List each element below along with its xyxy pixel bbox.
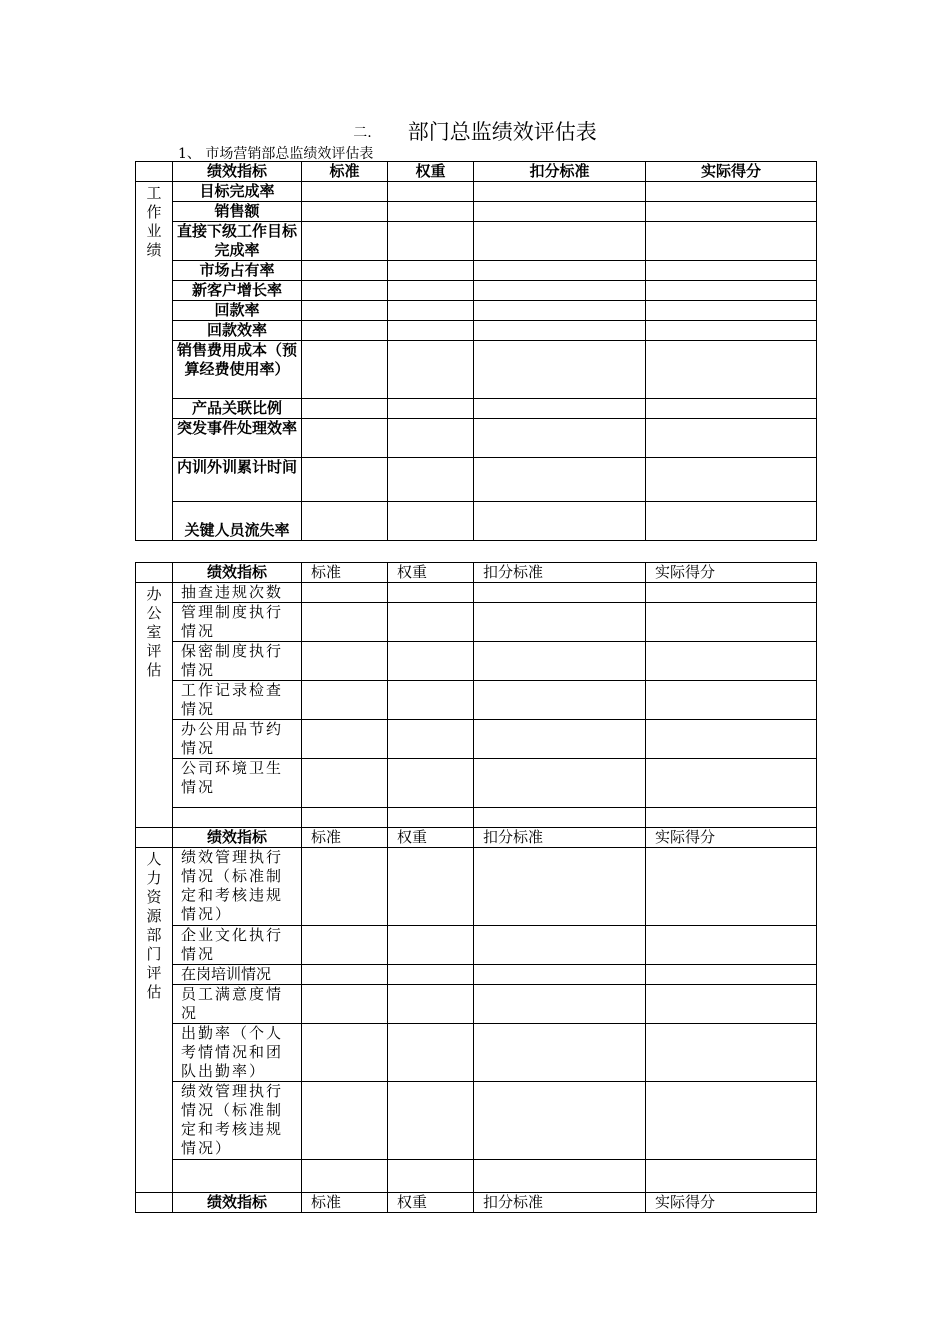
deduction-cell[interactable] <box>474 502 646 541</box>
standard-cell[interactable] <box>302 848 388 926</box>
weight-cell[interactable] <box>388 848 474 926</box>
deduction-cell[interactable] <box>474 848 646 926</box>
header-weight: 权重 <box>388 828 474 848</box>
weight-cell[interactable] <box>388 502 474 541</box>
standard-cell[interactable] <box>302 502 388 541</box>
table-row <box>136 301 817 321</box>
deduction-cell[interactable] <box>474 301 646 321</box>
score-cell[interactable] <box>646 848 817 926</box>
score-cell[interactable] <box>646 458 817 502</box>
header-standard: 标准 <box>302 563 388 583</box>
standard-cell[interactable] <box>302 583 388 603</box>
score-cell[interactable] <box>646 399 817 419</box>
deduction-cell[interactable] <box>474 182 646 202</box>
table-row <box>136 1082 817 1160</box>
header-indicator: 绩效指标 <box>173 1193 302 1213</box>
table-row <box>136 759 817 808</box>
header-weight: 权重 <box>388 563 474 583</box>
indicator-cell: 在岗培训情况 <box>173 965 302 985</box>
standard-cell[interactable] <box>302 399 388 419</box>
standard-cell[interactable] <box>302 341 388 399</box>
standard-cell[interactable] <box>302 202 388 222</box>
category-hr-evaluation: 人 力 资 源 部 门 评 估 <box>136 848 173 1193</box>
deduction-cell[interactable] <box>474 399 646 419</box>
deduction-cell[interactable] <box>474 720 646 759</box>
table-row <box>136 222 817 261</box>
header-weight: 权重 <box>388 1193 474 1213</box>
standard-cell[interactable] <box>302 1024 388 1082</box>
indicator-cell: 企业文化执行情况 <box>173 926 302 965</box>
deduction-cell[interactable] <box>474 458 646 502</box>
table-row <box>136 1160 817 1193</box>
indicator-cell: 出勤率（个人考情情况和团队出勤率） <box>173 1024 302 1082</box>
weight-cell[interactable] <box>388 399 474 419</box>
standard-cell[interactable] <box>302 603 388 642</box>
score-cell[interactable] <box>646 720 817 759</box>
standard-cell[interactable] <box>302 281 388 301</box>
score-cell[interactable] <box>646 301 817 321</box>
weight-cell[interactable] <box>388 681 474 720</box>
indicator-cell: 产品关联比例 <box>173 399 302 419</box>
score-cell[interactable] <box>646 222 817 261</box>
standard-cell[interactable] <box>302 1082 388 1160</box>
indicator-cell: 销售额 <box>173 202 302 222</box>
score-cell[interactable] <box>646 965 817 985</box>
blank-cell <box>136 563 173 583</box>
standard-cell[interactable] <box>302 926 388 965</box>
weight-cell[interactable] <box>388 759 474 808</box>
weight-cell[interactable] <box>388 182 474 202</box>
score-cell[interactable] <box>646 1024 817 1082</box>
table-row <box>136 182 817 202</box>
indicator-cell: 内训外训累计时间 <box>173 458 302 502</box>
score-cell[interactable] <box>646 1160 817 1193</box>
weight-cell[interactable] <box>388 965 474 985</box>
score-cell[interactable] <box>646 926 817 965</box>
indicator-cell <box>173 808 302 828</box>
table-other-departments <box>135 562 817 1213</box>
deduction-cell[interactable] <box>474 603 646 642</box>
blank-cell <box>136 828 173 848</box>
score-cell[interactable] <box>646 808 817 828</box>
table-row <box>136 808 817 828</box>
table-header-row <box>136 563 817 583</box>
standard-cell[interactable] <box>302 261 388 281</box>
deduction-cell[interactable] <box>474 202 646 222</box>
weight-cell[interactable] <box>388 1160 474 1193</box>
indicator-cell: 抽查违规次数 <box>173 583 302 603</box>
deduction-cell[interactable] <box>474 1024 646 1082</box>
score-cell[interactable] <box>646 583 817 603</box>
deduction-cell[interactable] <box>474 985 646 1024</box>
deduction-cell[interactable] <box>474 281 646 301</box>
indicator-cell: 绩效管理执行情况（标准制定和考核违规情况） <box>173 1082 302 1160</box>
score-cell[interactable] <box>646 681 817 720</box>
standard-cell[interactable] <box>302 720 388 759</box>
indicator-cell: 管理制度执行情况 <box>173 603 302 642</box>
deduction-cell[interactable] <box>474 1082 646 1160</box>
score-cell[interactable] <box>646 261 817 281</box>
weight-cell[interactable] <box>388 985 474 1024</box>
title-text: 部门总监绩效评估表 <box>407 120 597 144</box>
score-cell[interactable] <box>646 321 817 341</box>
deduction-cell[interactable] <box>474 759 646 808</box>
weight-cell[interactable] <box>388 583 474 603</box>
weight-cell[interactable] <box>388 281 474 301</box>
indicator-cell: 目标完成率 <box>173 182 302 202</box>
standard-cell[interactable] <box>302 642 388 681</box>
header-standard: 标准 <box>302 162 388 182</box>
standard-cell[interactable] <box>302 985 388 1024</box>
header-score: 实际得分 <box>646 1193 817 1213</box>
indicator-cell: 公司环境卫生情况 <box>173 759 302 808</box>
header-weight: 权重 <box>388 162 474 182</box>
deduction-cell[interactable] <box>474 642 646 681</box>
header-deduction: 扣分标准 <box>474 162 646 182</box>
standard-cell[interactable] <box>302 182 388 202</box>
weight-cell[interactable] <box>388 926 474 965</box>
deduction-cell[interactable] <box>474 808 646 828</box>
header-indicator: 绩效指标 <box>173 828 302 848</box>
category-office-evaluation: 办 公 室 评 估 <box>136 583 173 828</box>
weight-cell[interactable] <box>388 222 474 261</box>
table-header-row <box>136 1193 817 1213</box>
header-deduction: 扣分标准 <box>474 828 646 848</box>
table-row <box>136 419 817 458</box>
weight-cell[interactable] <box>388 603 474 642</box>
weight-cell[interactable] <box>388 419 474 458</box>
indicator-cell: 直接下级工作目标完成率 <box>173 222 302 261</box>
standard-cell[interactable] <box>302 458 388 502</box>
subtitle: 1、 市场营销部总监绩效评估表 <box>178 146 374 162</box>
standard-cell[interactable] <box>302 965 388 985</box>
deduction-cell[interactable] <box>474 926 646 965</box>
deduction-cell[interactable] <box>474 419 646 458</box>
header-standard: 标准 <box>302 1193 388 1213</box>
indicator-cell: 销售费用成本（预算经费使用率） <box>173 341 302 399</box>
indicator-cell: 新客户增长率 <box>173 281 302 301</box>
table-row <box>136 341 817 399</box>
weight-cell[interactable] <box>388 261 474 281</box>
header-score: 实际得分 <box>646 162 817 182</box>
table-header-row <box>136 162 817 182</box>
table-row <box>136 1024 817 1082</box>
header-standard: 标准 <box>302 828 388 848</box>
deduction-cell[interactable] <box>474 965 646 985</box>
table-row <box>136 681 817 720</box>
standard-cell[interactable] <box>302 1160 388 1193</box>
deduction-cell[interactable] <box>474 222 646 261</box>
indicator-cell: 保密制度执行情况 <box>173 642 302 681</box>
header-score: 实际得分 <box>646 828 817 848</box>
score-cell[interactable] <box>646 603 817 642</box>
header-deduction: 扣分标准 <box>474 563 646 583</box>
indicator-cell: 突发事件处理效率 <box>173 419 302 458</box>
table-row <box>136 603 817 642</box>
standard-cell[interactable] <box>302 301 388 321</box>
header-score: 实际得分 <box>646 563 817 583</box>
score-cell[interactable] <box>646 182 817 202</box>
page-title <box>0 116 950 146</box>
score-cell[interactable] <box>646 759 817 808</box>
table-row <box>136 848 817 926</box>
indicator-cell: 回款率 <box>173 301 302 321</box>
standard-cell[interactable] <box>302 419 388 458</box>
blank-cell <box>136 162 173 182</box>
deduction-cell[interactable] <box>474 261 646 281</box>
score-cell[interactable] <box>646 642 817 681</box>
indicator-cell: 市场占有率 <box>173 261 302 281</box>
score-cell[interactable] <box>646 341 817 399</box>
header-deduction: 扣分标准 <box>474 1193 646 1213</box>
score-cell[interactable] <box>646 985 817 1024</box>
table-row <box>136 926 817 965</box>
header-indicator: 绩效指标 <box>173 162 302 182</box>
standard-cell[interactable] <box>302 681 388 720</box>
score-cell[interactable] <box>646 1082 817 1160</box>
deduction-cell[interactable] <box>474 681 646 720</box>
standard-cell[interactable] <box>302 808 388 828</box>
deduction-cell[interactable] <box>474 321 646 341</box>
table-row <box>136 281 817 301</box>
weight-cell[interactable] <box>388 458 474 502</box>
weight-cell[interactable] <box>388 341 474 399</box>
deduction-cell[interactable] <box>474 583 646 603</box>
blank-cell <box>136 1193 173 1213</box>
standard-cell[interactable] <box>302 222 388 261</box>
indicator-cell: 关键人员流失率 <box>173 502 302 541</box>
weight-cell[interactable] <box>388 1024 474 1082</box>
standard-cell[interactable] <box>302 759 388 808</box>
deduction-cell[interactable] <box>474 341 646 399</box>
indicator-cell: 办公用品节约情况 <box>173 720 302 759</box>
weight-cell[interactable] <box>388 301 474 321</box>
score-cell[interactable] <box>646 419 817 458</box>
table-row <box>136 261 817 281</box>
weight-cell[interactable] <box>388 642 474 681</box>
table-row <box>136 502 817 541</box>
weight-cell[interactable] <box>388 720 474 759</box>
table-marketing <box>135 161 817 541</box>
title-number: 二. <box>353 125 372 141</box>
table-header-row <box>136 828 817 848</box>
indicator-cell: 回款效率 <box>173 321 302 341</box>
deduction-cell[interactable] <box>474 1160 646 1193</box>
table-row <box>136 399 817 419</box>
indicator-cell: 员工满意度情况 <box>173 985 302 1024</box>
category-work-performance: 工 作 业 绩 <box>136 182 173 541</box>
indicator-cell: 绩效管理执行情况（标准制定和考核违规情况） <box>173 848 302 926</box>
weight-cell[interactable] <box>388 202 474 222</box>
score-cell[interactable] <box>646 202 817 222</box>
weight-cell[interactable] <box>388 808 474 828</box>
table-row <box>136 642 817 681</box>
table-row <box>136 321 817 341</box>
table-row <box>136 720 817 759</box>
table-row <box>136 583 817 603</box>
table-row <box>136 985 817 1024</box>
table-row <box>136 965 817 985</box>
table-row <box>136 202 817 222</box>
standard-cell[interactable] <box>302 321 388 341</box>
weight-cell[interactable] <box>388 1082 474 1160</box>
weight-cell[interactable] <box>388 321 474 341</box>
header-indicator: 绩效指标 <box>173 563 302 583</box>
indicator-cell <box>173 1160 302 1193</box>
table-row <box>136 458 817 502</box>
indicator-cell: 工作记录检查情况 <box>173 681 302 720</box>
score-cell[interactable] <box>646 502 817 541</box>
score-cell[interactable] <box>646 281 817 301</box>
